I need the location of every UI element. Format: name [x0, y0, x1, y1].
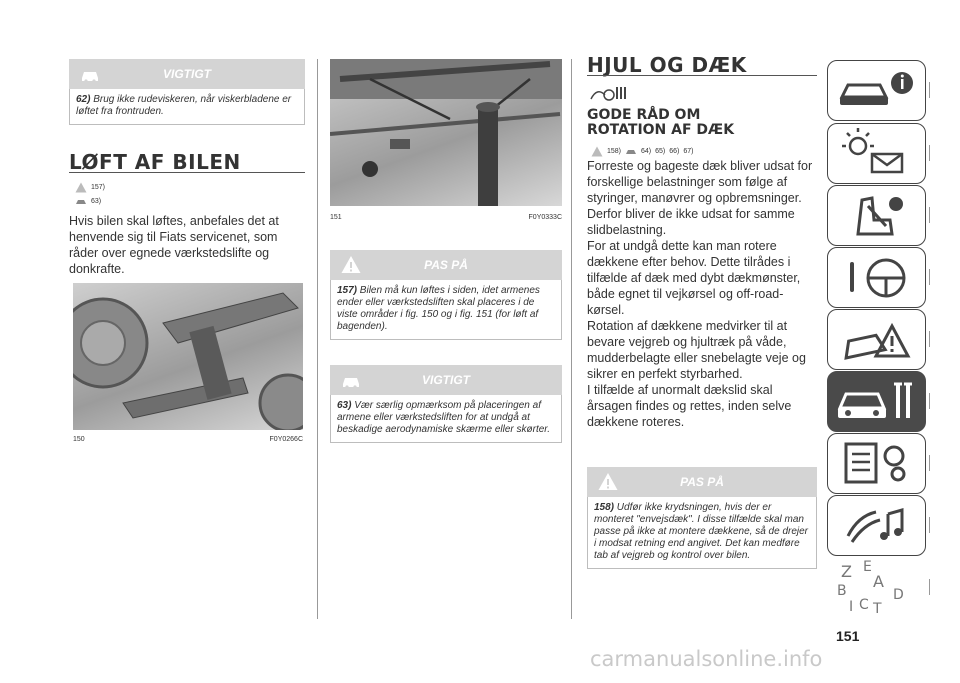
car-warning-icon	[79, 63, 101, 85]
sidebar-divider	[929, 331, 930, 347]
paragraph: I tilfælde af unormalt dækslid skal årsagen findes og rettes, inden selve dækkene roteres.	[587, 383, 792, 429]
sidebar-tab-index[interactable]	[827, 557, 926, 618]
steering-wheel-icon	[828, 248, 924, 306]
notice-ref: 63)	[337, 400, 352, 411]
figure-150-image	[73, 283, 303, 430]
notice-ref: 62)	[76, 94, 91, 105]
notice-header	[330, 365, 562, 395]
emergency-icon	[828, 310, 924, 368]
notice-pas-paa-157	[330, 250, 562, 340]
column-divider-2	[571, 59, 572, 619]
body-paragraph: Hvis bilen skal løftes, anbefales det at henvende sig til Fiats servicenet, som råder over egnede værkstedslifte og donkrafte.	[69, 214, 279, 276]
rear-lift-illustration	[330, 59, 562, 206]
figure-151-caption: 151 F0Y0333C	[330, 214, 562, 221]
notice-header	[330, 250, 562, 280]
svg-text:Z: Z	[841, 562, 852, 581]
warning-triangle-icon	[591, 146, 603, 157]
refs-line-2: 63)	[75, 196, 101, 207]
paragraph: Rotation af dækkene medvirker til at bevare vejgreb og hjultræk på våde, mudderbelagte eller snebelagte veje og sikrer en perfekt styrbarhed.	[587, 319, 806, 381]
seat-safety-icon	[828, 186, 924, 244]
sidebar-tab-driving[interactable]	[827, 247, 926, 308]
subheading: GODE RÅD OM ROTATION AF DÆK	[587, 107, 735, 138]
notice-ref: 157)	[337, 285, 358, 296]
sidebar-divider	[929, 145, 930, 161]
car-notice-icon	[75, 196, 87, 207]
notice-label: PAS PÅ	[424, 258, 468, 272]
heading-rule	[587, 75, 817, 76]
technical-data-icon	[828, 434, 924, 492]
warning-triangle-icon	[340, 254, 362, 276]
notice-label: PAS PÅ	[680, 475, 724, 489]
car-notice-icon	[625, 146, 637, 157]
notice-body	[330, 395, 562, 443]
refs-line: 158) 64) 65) 66) 67)	[591, 146, 694, 157]
notice-body	[330, 280, 562, 340]
sidebar-divider	[929, 393, 930, 409]
sidebar-divider	[929, 207, 930, 223]
sidebar-divider	[929, 269, 930, 285]
notice-vigtigt-62	[69, 59, 305, 125]
svg-text:B: B	[837, 583, 847, 599]
index-icon	[827, 557, 923, 615]
notice-ref: 158)	[594, 502, 615, 513]
body-text	[587, 158, 817, 430]
svg-text:D: D	[893, 587, 904, 603]
svg-text:T: T	[873, 601, 882, 615]
notice-text: Udfør ikke krydsningen, hvis der er monteret "envejsdæk". I disse tilfælde skal man passe på ikke at montere dækkene, så de drejer i modsat retning end angivet. Det kan medføre tab af vejgreb og kontrol over bilen.	[594, 502, 809, 561]
notice-vigtigt-63	[330, 365, 562, 443]
refs-line-1: 157)	[75, 182, 105, 193]
notice-body	[69, 89, 305, 125]
notice-pas-paa-158	[587, 467, 817, 569]
notice-header	[587, 467, 817, 497]
car-maintenance-icon	[828, 372, 924, 430]
sidebar-tab-dashboard[interactable]	[827, 123, 926, 184]
notice-label: VIGTIGT	[422, 373, 470, 387]
watermark: carmanualsonline.info	[590, 647, 823, 671]
sidebar-tab-car-info[interactable]	[827, 60, 926, 121]
sidebar-tab-technical[interactable]	[827, 433, 926, 494]
svg-text:E: E	[863, 559, 872, 575]
sidebar-tab-emergency[interactable]	[827, 309, 926, 370]
sidebar-divider	[929, 579, 930, 595]
notice-text: Bilen må kun løftes i siden, idet armenes ender eller værkstedsliften skal placeres i de viste områder i fig. 150 og i fig. 151 (for løft af bagenden).	[337, 285, 540, 332]
figure-150-caption: 150 F0Y0266C	[73, 436, 303, 443]
notice-text: Brug ikke rudeviskeren, når viskerbladene er løftet fra frontruden.	[76, 94, 292, 117]
notice-header	[69, 59, 305, 89]
svg-text:A: A	[873, 572, 884, 591]
column-divider-1	[317, 59, 318, 619]
dashboard-lights-icon	[828, 124, 924, 182]
heading-rule	[69, 172, 305, 173]
page-number: 151	[836, 628, 860, 644]
svg-text:C: C	[859, 597, 869, 613]
warning-triangle-icon	[597, 471, 619, 493]
paragraph: Forreste og bageste dæk bliver udsat for forskellige belastninger som følge af styringer, manøvrer og opbremsninger. Derfor bliver de ikke udsat for samme slidbelastning.	[587, 159, 813, 237]
notice-body	[587, 497, 817, 569]
multimedia-icon	[828, 496, 924, 554]
notice-label: VIGTIGT	[163, 67, 211, 81]
warning-triangle-icon	[75, 182, 87, 193]
section-heading-loeft: LØFT AF BILEN	[69, 150, 241, 174]
sidebar-tab-multimedia[interactable]	[827, 495, 926, 556]
sidebar-divider	[929, 455, 930, 471]
tire-pressure-icon	[589, 83, 629, 103]
car-warning-icon	[340, 369, 362, 391]
lift-point-illustration	[73, 283, 303, 430]
sidebar-tab-maintenance[interactable]	[827, 371, 926, 432]
notice-text: Vær særlig opmærksom på placeringen af armene eller værkstedsliften for at undgå at beskadige aerodynamiske skærme eller skørter.	[337, 400, 551, 435]
paragraph: For at undgå dette kan man rotere dækkene efter behov. Dette tilrådes i tilfælde af dæk med dybt dækmønster, både egnet til vejkørsel og off-road-kørsel.	[587, 239, 801, 317]
sidebar-divider	[929, 82, 930, 98]
svg-text:I: I	[849, 599, 854, 615]
sidebar-tab-safety[interactable]	[827, 185, 926, 246]
section-heading-hjul: HJUL OG DÆK	[587, 53, 747, 77]
sidebar-divider	[929, 517, 930, 533]
car-info-icon	[828, 61, 924, 119]
figure-151-image	[330, 59, 562, 206]
